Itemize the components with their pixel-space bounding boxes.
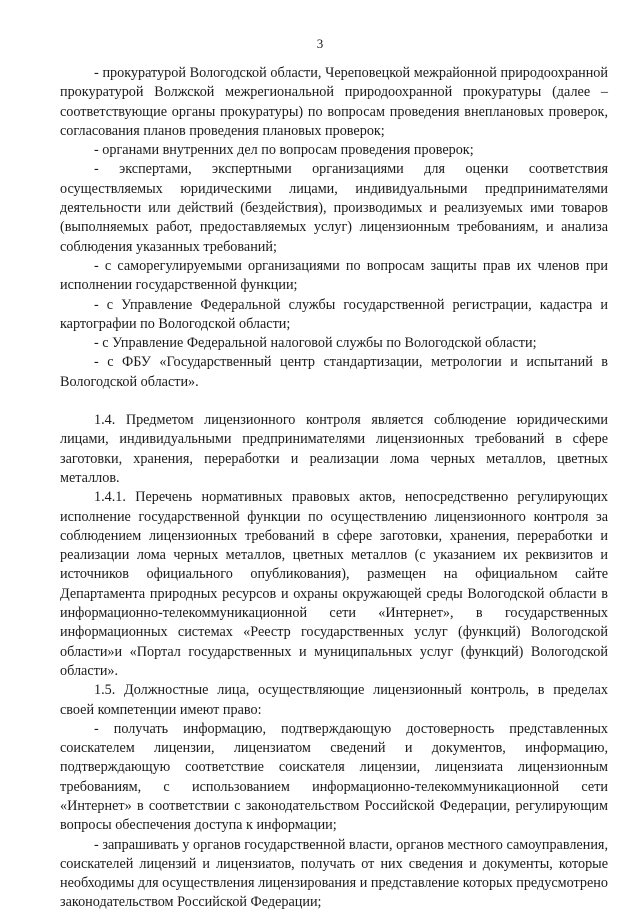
paragraph-prosecutor: - прокуратурой Вологодской области, Череповецкой межрайонной природоохранной прокуратурой Волжской межрегиональной природоохранной прокуратуры (далее – соответствующие органы прокуратуры) по вопросам проведения внеплановых проверок, согласования планов проведения плановых проверок;	[60, 65, 608, 139]
paragraph-experts: - экспертами, экспертными организациями для оценки соответствия осуществляемых юридическими лицами, индивидуальными предпринимателями деятельности или действий (бездействия), производимых и реализуемых ими товаров (выполняемых работ, предоставляемых услуг) лицензионным требованиям, и анализа соблюдения указанных требований;	[60, 161, 608, 255]
page-number: 3	[316, 36, 324, 51]
paragraph-internal-affairs: - органами внутренних дел по вопросам проведения проверок;	[94, 142, 474, 159]
paragraph-1-5: 1.5. Должностные лица, осуществляющие лицензионный контроль, в пределах своей компетенции имеют право:	[60, 682, 608, 718]
paragraph-standards-center: - с ФБУ «Государственный центр стандартизации, метрологии и испытаний в Вологодской области».	[60, 354, 608, 390]
paragraph-right-obtain-info: - получать информацию, подтверждающую достоверность представленных соискателем лицензии, лицензиатом сведений и документов, информацию, подтверждающую соответствие соискателя лицензии, лицензиата лицензионным требованиям, с использованием информационно-телекоммуникационной сети «Интернет» в соответствии с законодательством Российской Федерации, регулирующим вопросы обеспечения доступа к информации;	[60, 720, 608, 834]
paragraph-1-4: 1.4. Предметом лицензионного контроля является соблюдение юридическими лицами, индивидуальными предпринимателями лицензионных требований в сфере заготовки, хранения, переработки и реализации лома черных металлов, цветных металлов.	[60, 412, 608, 486]
document-body	[60, 64, 608, 913]
paragraph-1-4-1: 1.4.1. Перечень нормативных правовых актов, непосредственно регулирующих исполнение государственной функции по осуществлению лицензионного контроля за соблюдением лицензионных требований в сфере заготовки, хранения, переработки и реализации лома черных металлов, цветных металлов (с указанием их реквизитов и источников официального опубликования), размещен на официальном сайте Департамента природных ресурсов и охраны окружающей среды Вологодской области в информационно-телекоммуникационной сети «Интернет», в государственных информационных системах «Реестр государственных услуг (функций) Вологодской области»и «Портал государственных и муниципальных услуг (функций) Вологодской области».	[60, 489, 608, 679]
paragraph-self-regulatory: - с саморегулируемыми организациями по вопросам защиты прав их членов при исполнении государственной функции;	[60, 257, 608, 294]
paragraph-tax-service: - с Управление Федеральной налоговой службы по Вологодской области;	[94, 335, 537, 352]
paragraph-right-request: - запрашивать у органов государственной власти, органов местного самоуправления, соискателей лицензий и лицензиатов, получать от них сведения и документы, которые необходимы для осуществления лицензирования и представление которых предусмотрено законодательством Российской Федерации;	[60, 836, 608, 911]
paragraph-rosreestr: - с Управление Федеральной службы государственной регистрации, кадастра и картографии по Вологодской области;	[60, 296, 608, 332]
